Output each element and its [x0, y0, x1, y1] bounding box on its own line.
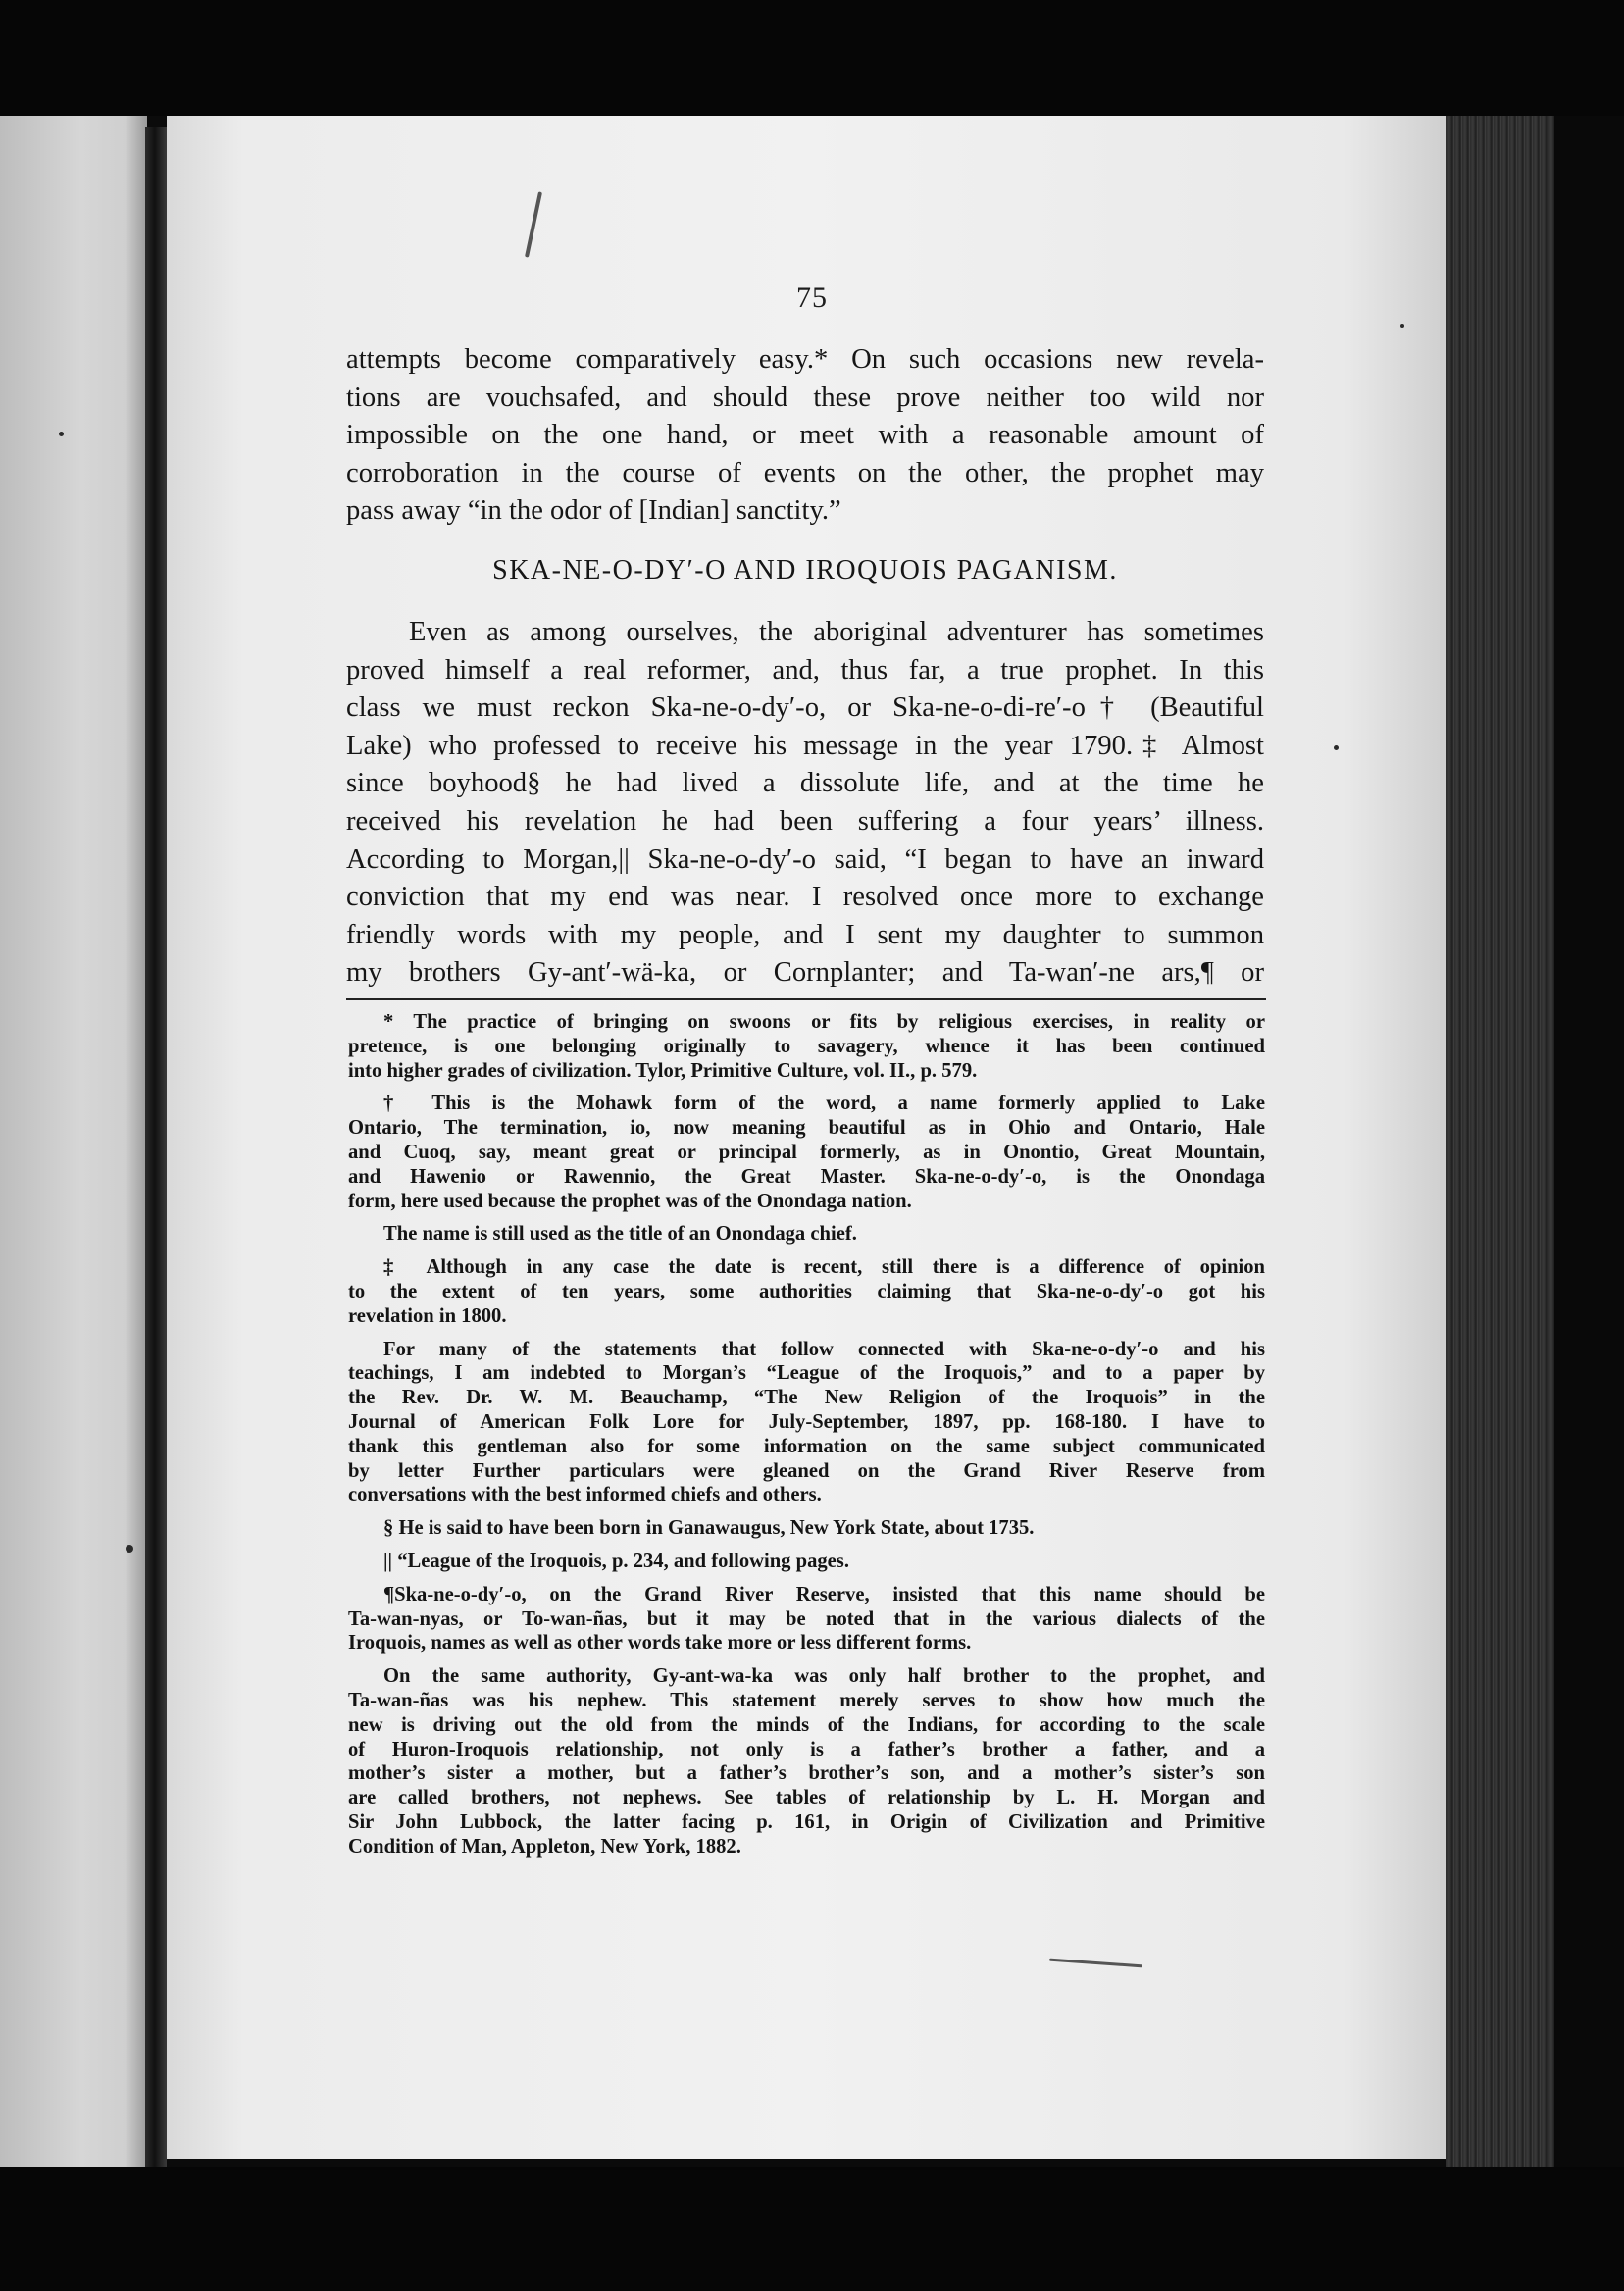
footnote-line: Ta-wan-nyas, or To-wan-ñas, but it may be noted that in the various dialects of the: [348, 1607, 1265, 1630]
footnote-line: teachings, I am indebted to Morgan’s “League of the Iroquois,” and to a paper by: [348, 1362, 1265, 1385]
footnote-line: into higher grades of civilization. Tylor, Primitive Culture, vol. II., p. 579.: [348, 1059, 978, 1082]
footnote-line: and Hawenio or Rawennio, the Great Master. Ska-ne-o-dy′-o, is the Onondaga: [348, 1165, 1265, 1188]
footnote-line: form, here used because the prophet was of the Onondaga nation.: [348, 1190, 912, 1212]
page-stack-edge: [1446, 116, 1554, 2175]
footnote-birth: [348, 1516, 1265, 1541]
intro-paragraph: [346, 341, 1264, 531]
footnote-line: and Cuoq, say, meant great or principal formerly, as in Onontio, Great Mountain,: [348, 1141, 1265, 1163]
text-line: pass away “in the odor of [Indian] sanctity.”: [346, 495, 841, 527]
footnote-line: Sir John Lubbock, the latter facing p. 161, in Origin of Civilization and Primitive: [348, 1810, 1265, 1833]
footnote-line: || “League of the Iroquois, p. 234, and following pages.: [383, 1550, 849, 1572]
footnote-line: mother’s sister a mother, but a father’s brother’s son, and a mother’s sister’s son: [348, 1762, 1265, 1785]
scan-border-bottom: [0, 2167, 1624, 2291]
footnote-line: For many of the statements that follow connected with Ska-ne-o-dy′-o and his: [383, 1338, 1265, 1360]
text-line: since boyhood§ he had lived a dissolute life, and at the time he: [346, 768, 1264, 799]
footnote-sources: [348, 1338, 1265, 1508]
text-line: impossible on the one hand, or meet with a reasonable amount of: [346, 420, 1264, 451]
footnote-line: Ontario, The termination, io, now meaning beautiful as in Ohio and Ontario, Hale: [348, 1117, 1265, 1140]
text-line: received his revelation he had been suffering a four years’ illness.: [346, 805, 1264, 837]
footnote-mohawk: [348, 1092, 1265, 1213]
scan-border-top: [0, 0, 1624, 116]
footnote-line: * The practice of bringing on swoons or fits by religious exercises, in reality or: [383, 1011, 1265, 1033]
text-line: According to Morgan,|| Ska-ne-o-dy′-o said, “I began to have an inward: [346, 843, 1264, 875]
footnote-line: Condition of Man, Appleton, New York, 1882.: [348, 1835, 741, 1858]
footnote-line: The name is still used as the title of an Onondaga chief.: [383, 1223, 857, 1246]
footnote-line: Ta-wan-ñas was his nephew. This statement merely serves to show how much the: [348, 1689, 1265, 1711]
text-line: friendly words with my people, and I sent my daughter to summon: [346, 919, 1264, 950]
footnote-line: by letter Further particulars were gleaned on the Grand River Reserve from: [348, 1459, 1265, 1482]
section-heading: SKA-NE-O-DY′-O AND IROQUOIS PAGANISM.: [492, 555, 1118, 585]
footnote-line: to the extent of ten years, some authorities claiming that Ska-ne-o-dy′-o got his: [348, 1280, 1265, 1302]
footnote-rule: [346, 998, 1266, 1000]
footnote-line: ‡ Although in any case the date is recent, still there is a difference of opinion: [383, 1256, 1265, 1279]
footnote-line: new is driving out the old from the minds of the Indians, for according to the scale: [348, 1713, 1265, 1736]
footnote-line: are called brothers, not nephews. See tables of relationship by L. H. Morgan and: [348, 1787, 1265, 1809]
footnote-line: revelation in 1800.: [348, 1304, 507, 1327]
book-gutter: [145, 127, 167, 2172]
footnote-name: [348, 1583, 1265, 1655]
page-number: 75: [796, 281, 828, 314]
footnote-line: conversations with the best informed chiefs and others.: [348, 1484, 822, 1506]
footnote-line: Iroquois, names as well as other words take more or less different forms.: [348, 1632, 972, 1655]
footnote-line: the Rev. Dr. W. M. Beauchamp, “The New Religion of the Iroquois” in the: [348, 1387, 1265, 1409]
footnote-line: thank this gentleman also for some information on the same subject communicated: [348, 1435, 1265, 1457]
speck: [1400, 324, 1404, 328]
speck: [1334, 745, 1339, 750]
facing-page-edge: [0, 116, 147, 2175]
footnotes: [348, 1010, 1265, 1868]
text-line: class we must reckon Ska-ne-o-dy′-o, or Ska-ne-o-di-re′-o† (Beautiful: [346, 692, 1264, 724]
text-line: corroboration in the course of events on the other, the prophet may: [346, 457, 1264, 488]
footnote-date: [348, 1255, 1265, 1328]
text-line: Lake) who professed to receive his message in the year 1790.‡ Almost: [346, 730, 1264, 761]
text-line: conviction that my end was near. I resolved once more to exchange: [346, 882, 1264, 913]
speck: [59, 432, 64, 436]
footnote-line: of Huron-Iroquois relationship, not only is a father’s brother a father, and a: [348, 1738, 1265, 1760]
footnote-relationship: [348, 1664, 1265, 1858]
footnote-chief: [348, 1222, 1265, 1247]
footnote-line: pretence, is one belonging originally to savagery, whence it has been continued: [348, 1035, 1265, 1057]
footnote-line: On the same authority, Gy-ant-wa-ka was only half brother to the prophet, and: [383, 1665, 1265, 1688]
main-paragraph: [346, 614, 1264, 993]
text-line: my brothers Gy-ant′-wä-ka, or Cornplanter; and Ta-wan′-ne ars,¶ or: [346, 957, 1264, 989]
text-line: proved himself a real reformer, and, thus far, a true prophet. In this: [346, 654, 1264, 686]
text-line: Even as among ourselves, the aboriginal adventurer has sometimes: [409, 617, 1264, 647]
footnote-league: [348, 1550, 1265, 1574]
text-line: tions are vouchsafed, and should these prove neither too wild nor: [346, 382, 1264, 413]
footnote-line: ¶Ska-ne-o-dy′-o, on the Grand River Reserve, insisted that this name should be: [383, 1583, 1265, 1605]
speck: [126, 1545, 133, 1553]
text-line: attempts become comparatively easy.* On such occasions new revela-: [346, 344, 1264, 375]
footnote-line: † This is the Mohawk form of the word, a name formerly applied to Lake: [383, 1093, 1265, 1115]
footnote-line: Journal of American Folk Lore for July-September, 1897, pp. 168-180. I have to: [348, 1410, 1265, 1433]
footnote-line: § He is said to have been born in Ganawaugus, New York State, about 1735.: [383, 1517, 1035, 1540]
footnote-swoons: [348, 1010, 1265, 1083]
scan-border-right: [1554, 116, 1624, 2175]
